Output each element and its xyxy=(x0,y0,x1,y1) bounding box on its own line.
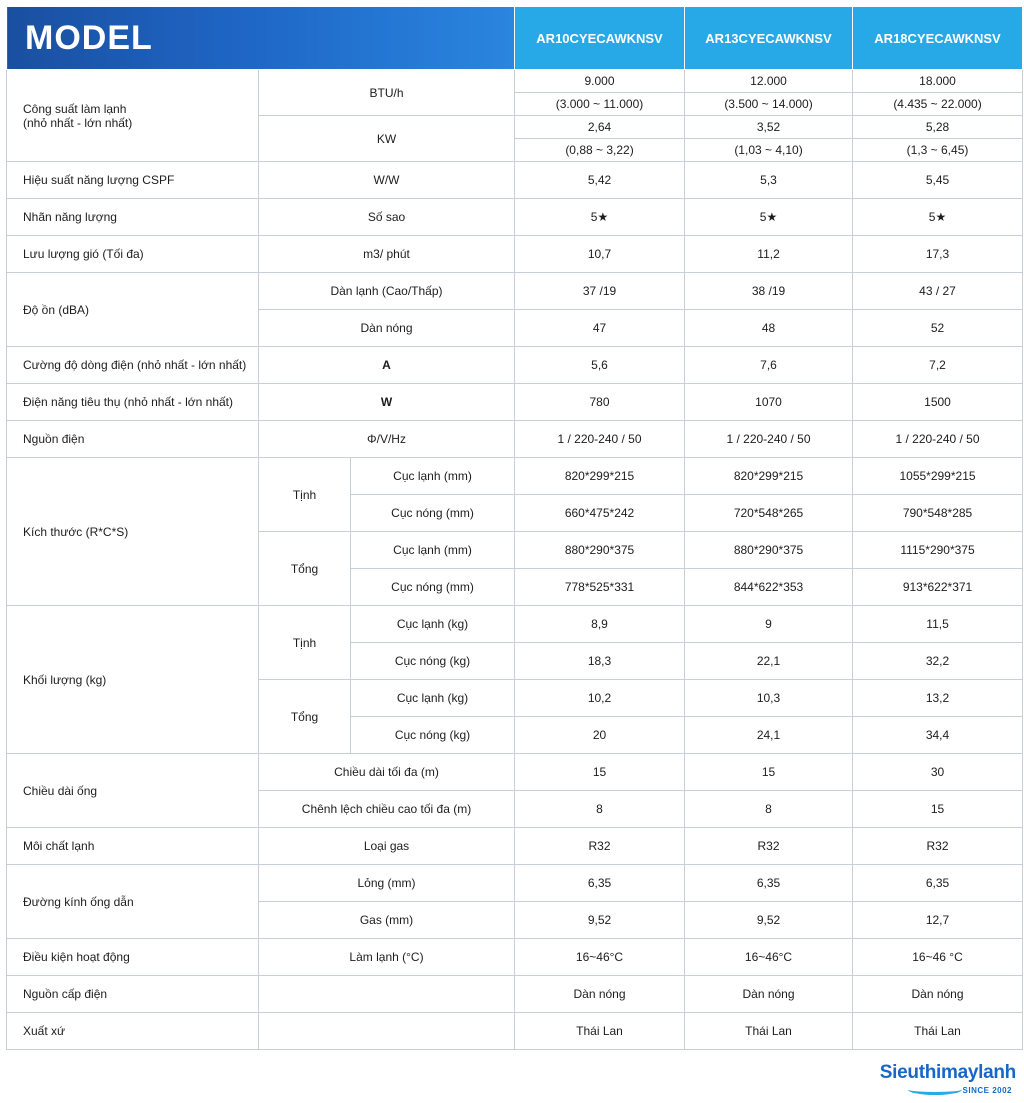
cell: Thái Lan xyxy=(685,1013,853,1050)
unit-cell: Cục lạnh (kg) xyxy=(351,680,515,717)
cell: R32 xyxy=(853,828,1023,865)
row-label: Nguồn điện xyxy=(7,421,259,458)
unit-cell: W xyxy=(259,384,515,421)
cell: 24,1 xyxy=(685,717,853,754)
operation-row xyxy=(7,939,1023,976)
cell: 16~46 °C xyxy=(853,939,1023,976)
cell: 15 xyxy=(853,791,1023,828)
cell: 30 xyxy=(853,754,1023,791)
cell: 15 xyxy=(515,754,685,791)
cell: 11,5 xyxy=(853,606,1023,643)
unit-cell: m3/ phút xyxy=(259,236,515,273)
cell: (1,3 ~ 6,45) xyxy=(853,139,1023,162)
cell: 1070 xyxy=(685,384,853,421)
model-header: MODEL xyxy=(7,7,515,70)
cell: 1115*290*375 xyxy=(853,532,1023,569)
cell: 12,7 xyxy=(853,902,1023,939)
cell: 22,1 xyxy=(685,643,853,680)
model-column-2: AR13CYECAWKNSV xyxy=(685,7,853,70)
unit-cell: Cục nóng (mm) xyxy=(351,569,515,606)
unit-cell: Cục nóng (mm) xyxy=(351,495,515,532)
cell: 5,28 xyxy=(853,116,1023,139)
cell: 1 / 220-240 / 50 xyxy=(515,421,685,458)
cspf-row xyxy=(7,162,1023,199)
cell: 844*622*353 xyxy=(685,569,853,606)
cell: 820*299*215 xyxy=(515,458,685,495)
cell: 38 /19 xyxy=(685,273,853,310)
cell: 3,52 xyxy=(685,116,853,139)
group-label: Tịnh xyxy=(259,458,351,532)
star-rating: 5★ xyxy=(685,199,853,236)
cell: (3.500 ~ 14.000) xyxy=(685,93,853,116)
row-label: Hiệu suất năng lượng CSPF xyxy=(7,162,259,199)
cell: 720*548*265 xyxy=(685,495,853,532)
group-label: Tổng xyxy=(259,680,351,754)
cell: Dàn nóng xyxy=(853,976,1023,1013)
cell: Thái Lan xyxy=(853,1013,1023,1050)
cell: Dàn nóng xyxy=(685,976,853,1013)
cell: 37 /19 xyxy=(515,273,685,310)
cell: 5,42 xyxy=(515,162,685,199)
unit-cell: Cục nóng (kg) xyxy=(351,643,515,680)
pipe-row xyxy=(7,754,1023,791)
cell: 9,52 xyxy=(685,902,853,939)
unit-cell: A xyxy=(259,347,515,384)
unit-cell: Lỏng (mm) xyxy=(259,865,515,902)
unit-cell: Gas (mm) xyxy=(259,902,515,939)
cell: (0,88 ~ 3,22) xyxy=(515,139,685,162)
cell: 913*622*371 xyxy=(853,569,1023,606)
brand-name: Sieuthimaylanh xyxy=(879,1062,1016,1083)
cell: 778*525*331 xyxy=(515,569,685,606)
star-rating: 5★ xyxy=(853,199,1023,236)
cell: 780 xyxy=(515,384,685,421)
row-label: Điện năng tiêu thụ (nhỏ nhất - lớn nhất) xyxy=(7,384,259,421)
row-label: Chiều dài ống xyxy=(7,754,259,828)
unit-cell: Làm lạnh (°C) xyxy=(259,939,515,976)
cell: 6,35 xyxy=(853,865,1023,902)
cell: 13,2 xyxy=(853,680,1023,717)
cell: 20 xyxy=(515,717,685,754)
cell: Dàn nóng xyxy=(515,976,685,1013)
cooling-sublabel: (nhỏ nhất - lớn nhất) xyxy=(23,115,133,130)
cooling-row xyxy=(7,70,1023,93)
energy-label-row xyxy=(7,199,1023,236)
cell: 10,3 xyxy=(685,680,853,717)
unit-cell: Dàn nóng xyxy=(259,310,515,347)
cell: 48 xyxy=(685,310,853,347)
cell: 43 / 27 xyxy=(853,273,1023,310)
cell: 8 xyxy=(515,791,685,828)
unit-cell: Φ/V/Hz xyxy=(259,421,515,458)
power-row xyxy=(7,384,1023,421)
row-label: Nguồn cấp điện xyxy=(7,976,259,1013)
weight-row xyxy=(7,606,1023,643)
star-rating: 5★ xyxy=(515,199,685,236)
cell: 6,35 xyxy=(685,865,853,902)
cell: 11,2 xyxy=(685,236,853,273)
cell: 880*290*375 xyxy=(685,532,853,569)
refrigerant-row xyxy=(7,828,1023,865)
dimensions-row xyxy=(7,458,1023,495)
unit-cell: Cục nóng (kg) xyxy=(351,717,515,754)
current-row xyxy=(7,347,1023,384)
cell: 16~46°C xyxy=(685,939,853,976)
cooling-label-cell xyxy=(7,70,259,162)
power-source-row xyxy=(7,976,1023,1013)
cell: 5,3 xyxy=(685,162,853,199)
row-label: Độ ồn (dBA) xyxy=(7,273,259,347)
cell: 8,9 xyxy=(515,606,685,643)
diameter-row xyxy=(7,865,1023,902)
row-label: Đường kính ống dẫn xyxy=(7,865,259,939)
cell: (4.435 ~ 22.000) xyxy=(853,93,1023,116)
unit-cell: Số sao xyxy=(259,199,515,236)
cell: 1500 xyxy=(853,384,1023,421)
unit-cell: Chiều dài tối đa (m) xyxy=(259,754,515,791)
cell: 6,35 xyxy=(515,865,685,902)
cell: 12.000 xyxy=(685,70,853,93)
row-label: Môi chất lạnh xyxy=(7,828,259,865)
cell: R32 xyxy=(515,828,685,865)
group-label: Tịnh xyxy=(259,606,351,680)
model-column-1: AR10CYECAWKNSV xyxy=(515,7,685,70)
cell: 18.000 xyxy=(853,70,1023,93)
spec-table xyxy=(6,6,1023,1050)
cell: 8 xyxy=(685,791,853,828)
cell: 7,2 xyxy=(853,347,1023,384)
cell: 15 xyxy=(685,754,853,791)
unit-cell: Chênh lệch chiều cao tối đa (m) xyxy=(259,791,515,828)
row-label: Lưu lượng gió (Tối đa) xyxy=(7,236,259,273)
unit-cell: Cục lạnh (mm) xyxy=(351,532,515,569)
kw-unit: KW xyxy=(259,116,515,162)
cell: 880*290*375 xyxy=(515,532,685,569)
cell: 9 xyxy=(685,606,853,643)
cell: Thái Lan xyxy=(515,1013,685,1050)
unit-cell: Cục lạnh (kg) xyxy=(351,606,515,643)
unit-cell: W/W xyxy=(259,162,515,199)
cell: (3.000 ~ 11.000) xyxy=(515,93,685,116)
row-label: Kích thước (R*C*S) xyxy=(7,458,259,606)
cell: 1 / 220-240 / 50 xyxy=(853,421,1023,458)
cell: R32 xyxy=(685,828,853,865)
brand-logo[interactable] xyxy=(846,1062,1016,1098)
cell: 7,6 xyxy=(685,347,853,384)
row-label: Xuất xứ xyxy=(7,1013,259,1050)
group-label: Tổng xyxy=(259,532,351,606)
cell: 18,3 xyxy=(515,643,685,680)
cell: 820*299*215 xyxy=(685,458,853,495)
supply-row xyxy=(7,421,1023,458)
cell: (1,03 ~ 4,10) xyxy=(685,139,853,162)
cell: 2,64 xyxy=(515,116,685,139)
origin-row xyxy=(7,1013,1023,1050)
unit-cell xyxy=(259,1013,515,1050)
cell: 16~46°C xyxy=(515,939,685,976)
cell: 9,52 xyxy=(515,902,685,939)
unit-cell xyxy=(259,976,515,1013)
cell: 10,7 xyxy=(515,236,685,273)
airflow-row xyxy=(7,236,1023,273)
row-label: Cường độ dòng điện (nhỏ nhất - lớn nhất) xyxy=(7,347,259,384)
logo-swoosh-icon xyxy=(908,1084,962,1095)
cell: 17,3 xyxy=(853,236,1023,273)
cell: 660*475*242 xyxy=(515,495,685,532)
cell: 1 / 220-240 / 50 xyxy=(685,421,853,458)
cell: 47 xyxy=(515,310,685,347)
cell: 10,2 xyxy=(515,680,685,717)
noise-row xyxy=(7,273,1023,310)
brand-since: SINCE 2002 xyxy=(962,1086,1012,1095)
model-column-3: AR18CYECAWKNSV xyxy=(853,7,1023,70)
cell: 1055*299*215 xyxy=(853,458,1023,495)
cell: 34,4 xyxy=(853,717,1023,754)
unit-cell: Cục lạnh (mm) xyxy=(351,458,515,495)
cooling-label: Công suất làm lạnh xyxy=(23,101,127,116)
row-label: Khối lượng (kg) xyxy=(7,606,259,754)
cell: 52 xyxy=(853,310,1023,347)
unit-cell: Loại gas xyxy=(259,828,515,865)
row-label: Điều kiện hoạt động xyxy=(7,939,259,976)
cell: 5,6 xyxy=(515,347,685,384)
row-label: Nhãn năng lượng xyxy=(7,199,259,236)
cell: 790*548*285 xyxy=(853,495,1023,532)
cell: 9.000 xyxy=(515,70,685,93)
cell: 32,2 xyxy=(853,643,1023,680)
cell: 5,45 xyxy=(853,162,1023,199)
unit-cell: Dàn lạnh (Cao/Thấp) xyxy=(259,273,515,310)
btu-unit: BTU/h xyxy=(259,70,515,116)
